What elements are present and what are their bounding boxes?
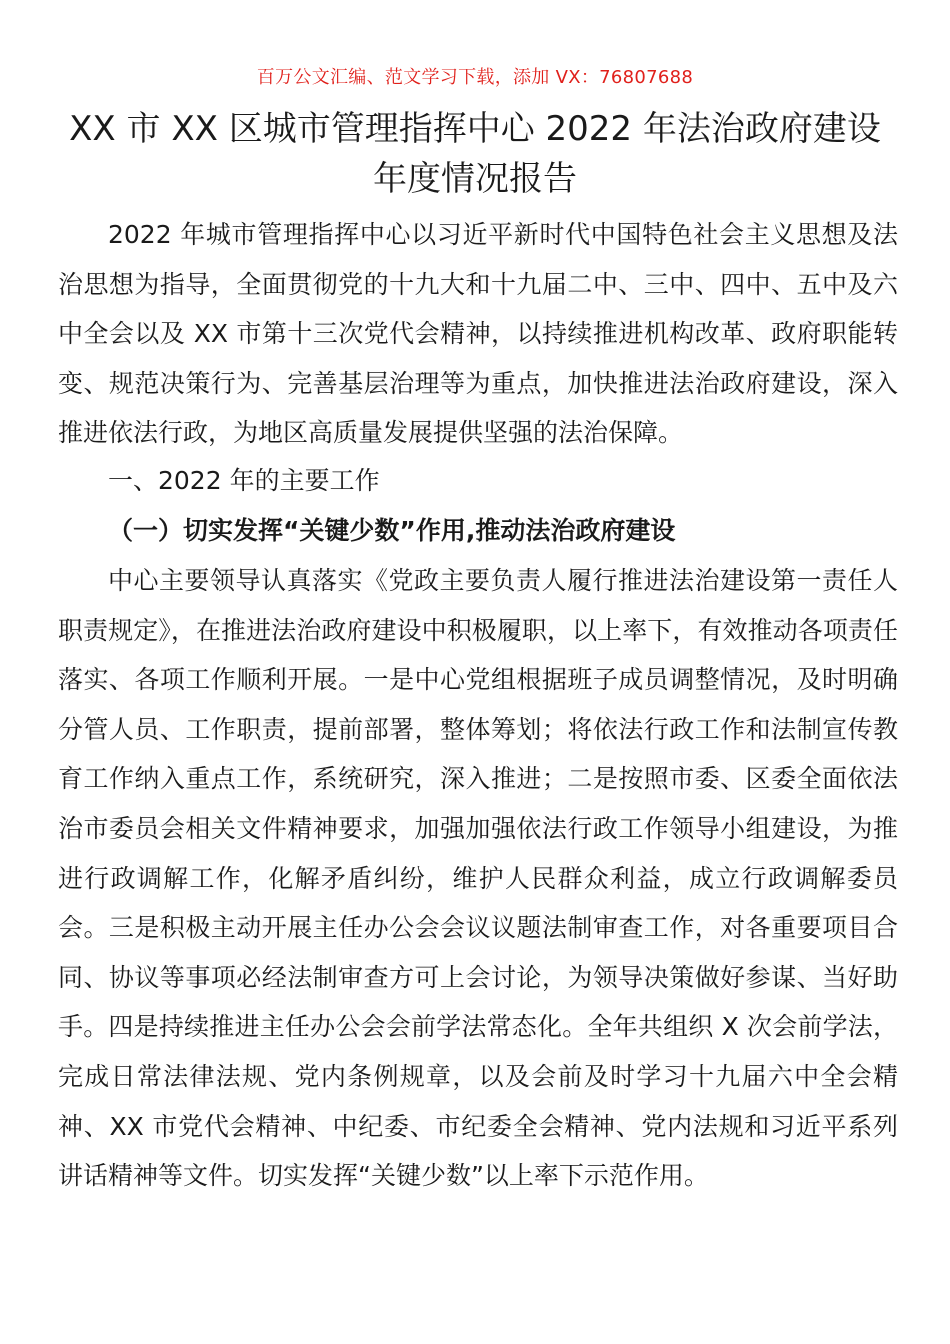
intro-paragraph: 2022 年城市管理指挥中心以习近平新时代中国特色社会主义思想及法治思想为指导，全面贯彻党的十九大和十九届二中、三中、四中、五中及六中全会以及 XX 市第十三次党代会精神，以持续推进机构改革、政府职能转变、规范决策行为、完善基层治理等为重点，加快推进法治政府建设，深入推进依法行政，为地区高质量发展提供坚强的法治保障。 (58, 220, 898, 448)
title-line-1: XX 市 XX 区城市管理指挥中心 2022 年法治政府建设 (69, 109, 881, 149)
section-heading: 一、2022 年的主要工作 (108, 466, 380, 495)
document-title (40, 104, 910, 204)
subsection-heading: （一）切实发挥“关键少数”作用,推动法治政府建设 (108, 516, 676, 545)
promo-banner: 百万公文汇编、范文学习下载，添加 VX：76807688 (256, 67, 694, 88)
body-paragraph: 中心主要领导认真落实《党政主要负责人履行推进法治建设第一责任人职责规定》，在推进法治政府建设中积极履职，以上率下，有效推动各项责任落实、各项工作顺利开展。一是中心党组根据班子成员调整情况，及时明确分管人员、工作职责，提前部署，整体筹划；将依法行政工作和法制宣传教育工作纳入重点工作，系统研究，深入推进；二是按照市委、区委全面依法治市委员会相关文件精神要求，加强加强依法行政工作领导小组建设，为推进行政调解工作，化解矛盾纠纷，维护人民群众利益，成立行政调解委员会。三是积极主动开展主任办公会会议议题法制审查工作，对各重要项目合同、协议等事项必经法制审查方可上会讨论，为领导决策做好参谋、当好助手。四是持续推进主任办公会会前学法常态化。全年共组织 X 次会前学法，完成日常法律法规、党内条例规章，以及会前及时学习十九届六中全会精神、XX 市党代会精神、中纪委、市纪委全会精神、党内法规和习近平系列讲话精神等文件。切实发挥“关键少数”以上率下示范作用。 (58, 566, 898, 1191)
title-line-2: 年度情况报告 (373, 159, 577, 199)
